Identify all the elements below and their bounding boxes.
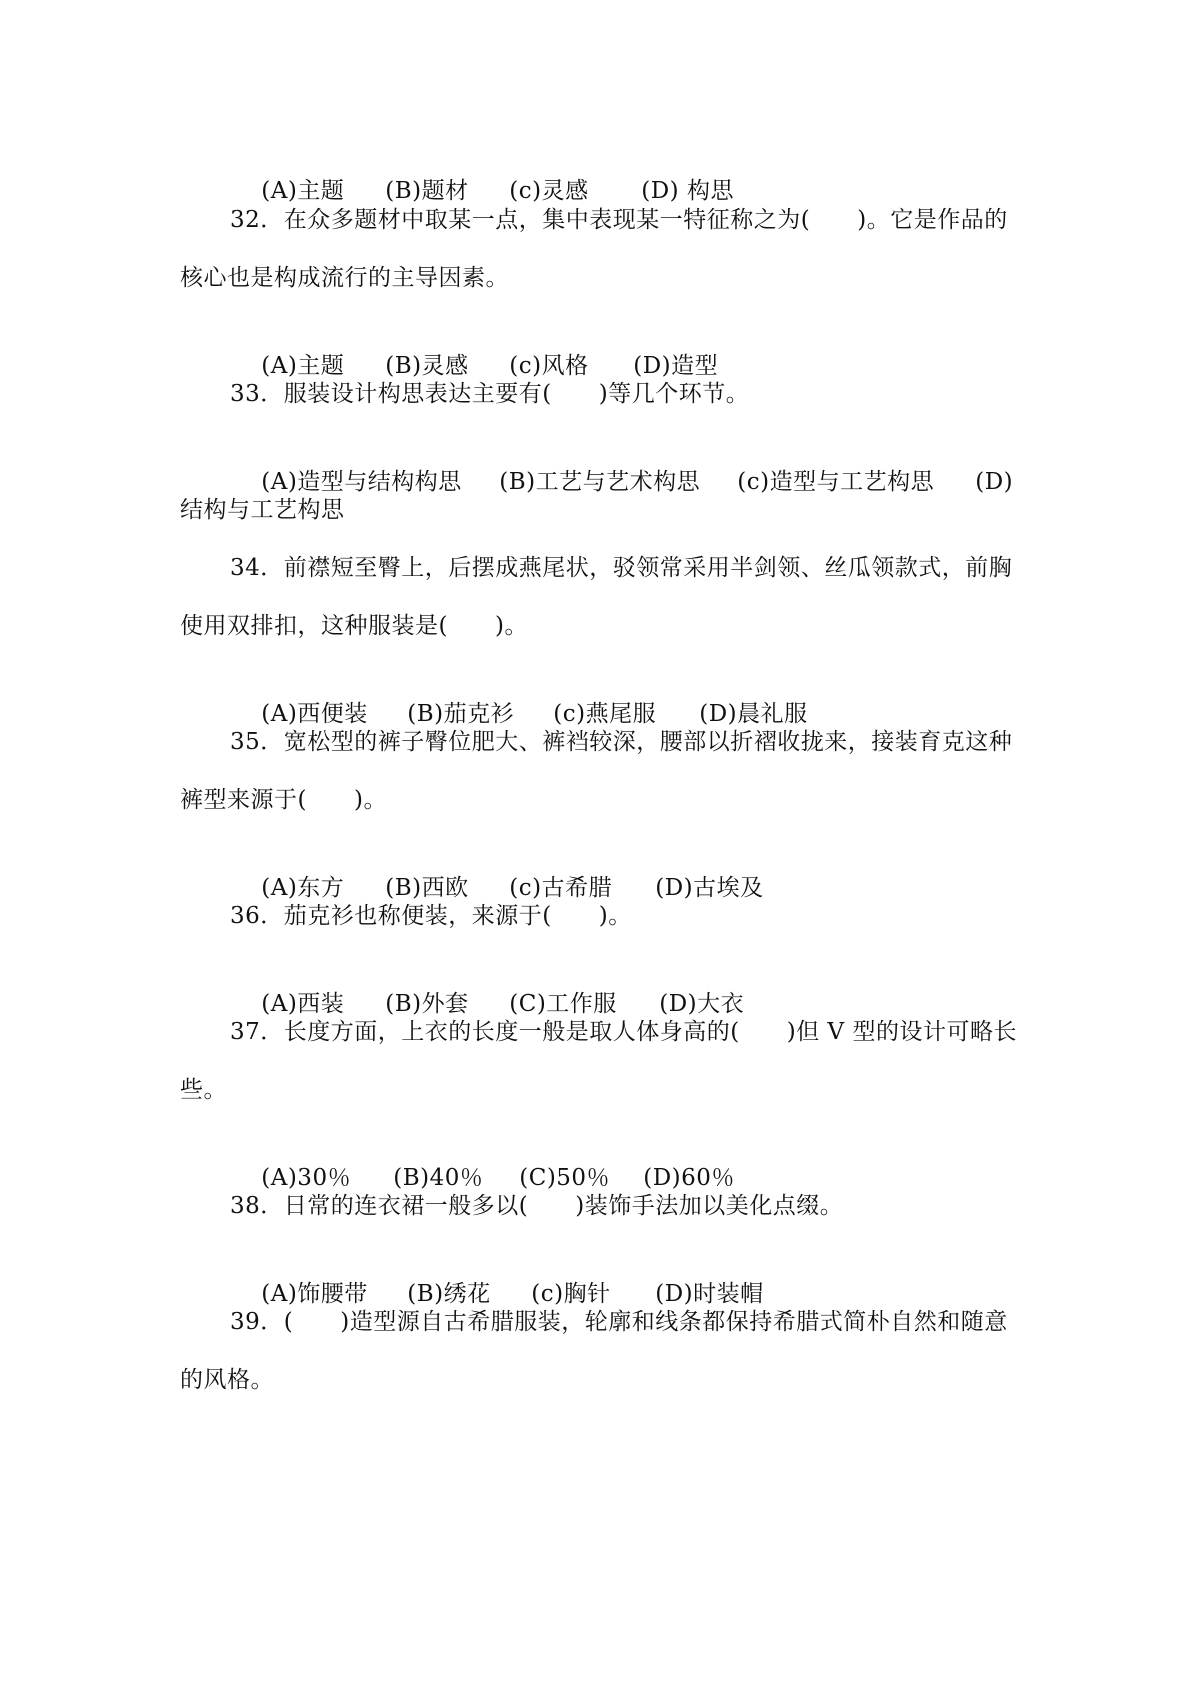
question-34-text: 34．前襟短至臀上，后摆成燕尾状，驳领常采用半剑领、丝瓜领款式，前胸: [230, 555, 1013, 581]
option-c: (C)工作服: [509, 991, 617, 1017]
option-b: (B)40％: [393, 1165, 484, 1191]
question-32-text: 32．在众多题材中取某一点，集中表现某一特征称之为( )。它是作品的: [230, 207, 1008, 233]
option-d: (D) 构思: [641, 178, 734, 204]
question-33-text: 33．服装设计构思表达主要有( )等几个环节。: [230, 381, 750, 407]
option-b: (B)西欧: [385, 875, 469, 901]
option-d: (D)60％: [643, 1165, 735, 1191]
option-b: (B)外套: [385, 991, 469, 1017]
option-a: (A)造型与结构构思: [261, 469, 462, 495]
option-d: (D)大衣: [659, 991, 745, 1017]
option-c: (c)胸针: [531, 1281, 611, 1307]
option-b: (B)茄克衫: [407, 701, 515, 727]
option-a: (A)饰腰带: [261, 1281, 368, 1307]
option-d: (D)造型: [633, 353, 719, 379]
option-c: (C)50％: [519, 1165, 611, 1191]
option-b: (B)绣花: [407, 1281, 491, 1307]
option-b: (B)灵感: [385, 353, 469, 379]
question-34-text-cont: 使用双排扣，这种服装是( )。: [180, 613, 528, 639]
option-c: (c)燕尾服: [553, 701, 657, 727]
option-c: (c)造型与工艺构思: [737, 469, 935, 495]
option-c: (c)灵感: [509, 178, 589, 204]
option-b: (B)题材: [385, 178, 469, 204]
question-32-text-cont: 核心也是构成流行的主导因素。: [180, 265, 509, 291]
option-d: (D)晨礼服: [699, 701, 808, 727]
option-a: (A)东方: [261, 875, 345, 901]
question-39-text-cont: 的风格。: [180, 1367, 274, 1393]
question-37-text-cont: 些。: [180, 1077, 227, 1103]
option-d: (D)古埃及: [655, 875, 764, 901]
option-c: (c)古希腊: [509, 875, 613, 901]
option-a: (A)主题: [261, 353, 345, 379]
option-d: (D): [975, 469, 1014, 495]
option-a: (A)西装: [261, 991, 345, 1017]
option-a: (A)西便装: [261, 701, 368, 727]
question-39-text: 39．( )造型源自古希腊服装，轮廓和线条都保持希腊式简朴自然和随意: [230, 1309, 1008, 1335]
question-36-text: 36．茄克衫也称便装，来源于( )。: [230, 903, 632, 929]
option-b: (B)工艺与艺术构思: [499, 469, 701, 495]
question-35-text-cont: 裤型来源于( )。: [180, 787, 387, 813]
option-d: (D)时装帽: [655, 1281, 764, 1307]
question-38-text: 38．日常的连衣裙一般多以( )装饰手法加以美化点缀。: [230, 1193, 844, 1219]
option-c: (c)风格: [509, 353, 589, 379]
question-35-text: 35．宽松型的裤子臀位肥大、裤裆较深，腰部以折褶收拢来，接装育克这种: [230, 729, 1013, 755]
question-37-text: 37．长度方面，上衣的长度一般是取人体身高的( )但 V 型的设计可略长: [230, 1019, 1017, 1045]
option-a: (A)主题: [261, 178, 345, 204]
option-a: (A)30％: [261, 1165, 352, 1191]
question-33-options-cont: 结构与工艺构思: [180, 497, 345, 523]
question-33-options: [230, 437, 1013, 527]
